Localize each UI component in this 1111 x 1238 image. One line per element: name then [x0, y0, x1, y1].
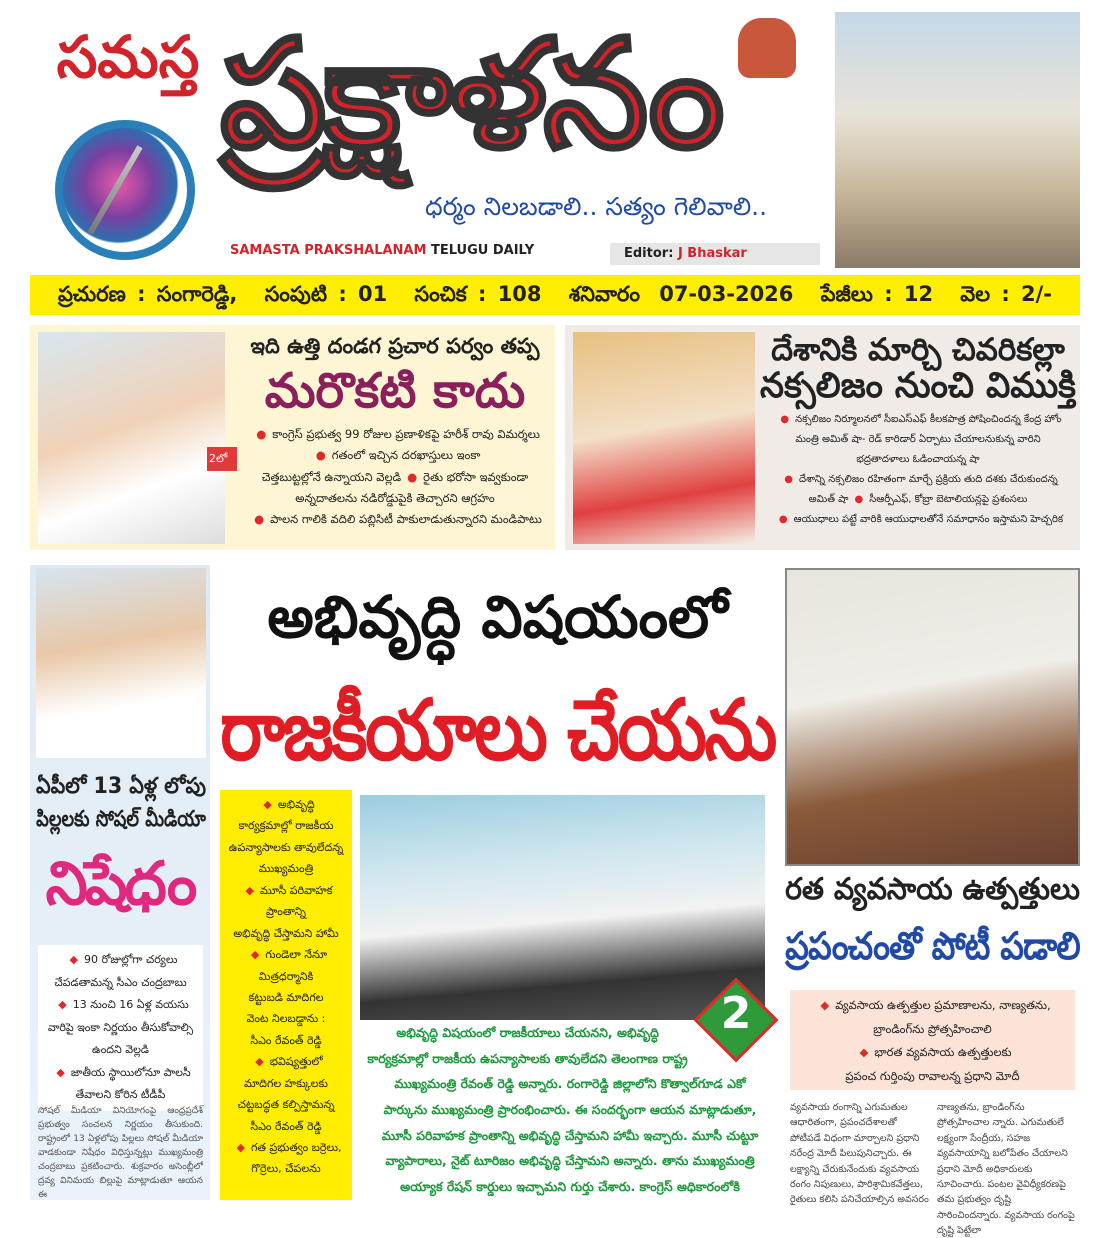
kicker: ఇది ఉత్తి దండగ ప్రచార పర్వం తప్ప: [250, 334, 540, 358]
harish-rao-photo: [38, 332, 225, 544]
editor-name: J Bhaskar: [677, 246, 747, 261]
bullet: చెత్తబుట్టల్లోనే ఉన్నాయని వెల్లడి: [261, 469, 402, 484]
bullet: సీఎం రేవంత్ రెడ్డి: [250, 1033, 322, 1047]
bullet: కట్టుబడి మాదిగల: [248, 990, 324, 1004]
bullet: తేవాలని కోరిన టీడీపీ: [75, 1088, 166, 1102]
bullet: ప్రాంతాన్ని: [266, 905, 306, 919]
bullet: అమిత్ షా: [808, 493, 849, 505]
modi-headline-2[interactable]: ప్రపంచంతో పోటీ పడాలి: [785, 924, 1080, 968]
body-line: పార్కును ముఖ్యమంత్రి ప్రారంభించారు. ఈ సందర్భంగా ఆయన మాట్లాడుతూ,: [383, 1101, 757, 1117]
price: వెల : 2/-: [960, 282, 1052, 306]
bullet: సీఎం రేవంత్ రెడ్డి: [250, 1119, 322, 1133]
body-line: మూసీ పరివాహక ప్రాంతాన్ని అభివృద్ధి చేస్తామని హామీ ఇచ్చారు. మూసీ చుట్టూ: [381, 1127, 759, 1143]
bullet: ఉందని వెల్లడి: [91, 1043, 150, 1057]
bullet: వ్యవసాయ ఉత్పత్తుల ప్రమాణాలను, నాణ్యతను,: [835, 998, 1051, 1012]
editor-label: Editor:: [624, 246, 674, 261]
bullet: భద్రతాదళాలు ఓడించాయన్న షా: [856, 453, 980, 465]
body-line: వ్యాపారాలు, నైట్ టూరిజం అభివృద్ధి చేస్తామని అన్నారు. తాను ముఖ్యమంత్రి: [385, 1153, 755, 1169]
chandrababu-photo: [36, 568, 206, 758]
headline: మరొకటి కాదు: [264, 363, 526, 420]
story-body: సోషల్ మీడియా వినియోగంపై ఆంధ్రప్రదేశ్ ప్రభుత్వం సంచలన నిర్ణయం తీసుకుంది. రాష్ట్రంలో 13 ఏళ్లలోపు పిల్లలు సోషల్ మీడియా వాడకుండా నిషేధం విధిస్తున్నట్లు ముఖ్యమంత్రి చంద్రబాబు ప్రకటించారు. శుక్రవారం అసెంబ్లీలో ద్రవ్య వినిమయ బిల్లుపై మాట్లాడుతూ ఆయన ఈ: [38, 1106, 203, 1200]
story-harish-text: [240, 332, 550, 531]
bullets: ◆ 90 రోజుల్లోగా చర్యలు చేపడతామన్న సీఎం చంద్రబాబు ◆ 13 నుంచి 16 ఏళ్ల వయసు వారిపై ఇంకా నిర్ణయం తీసుకోవాల్సి ఉందని వెల్లడి ◆ జాతీయ స్థాయిలోనూ పాలసీ తేవాలని కోరిన టీడీపీ: [38, 945, 203, 1111]
bullet: బ్రాండింగ్‌ను ప్రోత్సహించాలి: [873, 1021, 992, 1036]
lead-bullets: ◆ అభివృద్ధి కార్యక్రమాల్లో రాజకీయ ఉపన్యాసాలకు తావులేదన్న ముఖ్యమంత్రి ◆ మూసీ పరివాహక ప్రాంతాన్ని అభివృద్ధి చేస్తామని హామీ ◆ గుండెలా నేనూ మిత్రధర్మానికి కట్టుబడి మాదిగల వెంట నిలబడ్డాను : సీఎం రేవంత్ రెడ్డి ◆ భవిష్యత్తులో మాదిగల హక్కులకు చట్టబద్ధత కల్పిస్తామన్న సీఎం రేవంత్ రెడ్డి ◆ గత ప్రభుత్వం బర్రెలు, గొర్రెలు, చేపలను: [220, 790, 352, 1200]
bullets: ● నక్సలిజం నిర్మూలనలో సీఐఎస్ఎఫ్ కీలకపాత్ర పోషించిందన్న కేంద్ర హోం మంత్రి అమిత్ షా- రెడ్ కారిడార్ ఏర్పాటు చేయాలనుకున్న వారిని భద్రతాదళాలు ఓడించాయన్న షా ● దేశాన్ని నక్సలిజం రహితంగా మార్చే ప్రక్రియ తుది దశకు చేరుకుందన్న అమిత్ షా ● సీఆర్పీఎఫ్, కోబ్రా బెటాలియన్లపై ప్రశంసలు ● ఆయుధాలు పట్టే వారికి ఆయుధాలతోనే సమాధానం ఇస్తామని హెచ్చరిక: [778, 413, 1064, 525]
issue-number: సంచిక : 108: [414, 282, 542, 306]
body-line: అయ్యాక రేషన్ కార్డులు ఇచ్చామని గుర్తు చేశారు. కాంగ్రెస్ అధికారంలోకి: [400, 1178, 740, 1194]
page-ref-tag[interactable]: 2లో: [207, 447, 237, 471]
bullet: అన్నదాతలను నడిరోడ్డుపైకి తెచ్చారని ఆగ్రహం: [295, 490, 495, 505]
page-ref-number[interactable]: 2: [720, 988, 752, 1039]
bullet: నక్సలిజం నిర్మూలనలో సీఐఎస్ఎఫ్ కీలకపాత్ర పోషించిందన్న కేంద్ర హోం: [795, 413, 1062, 425]
bullet: మూసీ పరివాహక: [259, 883, 333, 897]
headline-2: పిల్లలకు సోషల్ మీడియా: [36, 807, 206, 832]
modi-headline-1[interactable]: రత వ్యవసాయ ఉత్పత్తులు: [785, 872, 1080, 907]
bullet: చేపడతామన్న సీఎం చంద్రబాబు: [54, 975, 187, 989]
weekday: శనివారం: [568, 282, 640, 306]
english-name: [230, 243, 534, 258]
masthead-prefix: సమస్త: [56, 23, 200, 91]
modi-body-col2: నాణ్యతను, బ్రాండింగ్‌ను ప్రోత్సహించాల న్నారు. ఎగుమతులే లక్ష్యంగా సేంద్రీయ, సహజ వ్యవసాయాన్ని బలోపేతం చేయాలని ప్రధాని మోదీ అధికారులకు సూచించారు. పంటల వైవిధ్యీకరణపై తమ ప్రభుత్వం దృష్టి సారించిందన్నారు. వ్యవసాయ రంగంపై దృష్టి పెట్టేలా: [937, 1102, 1075, 1236]
editor-box: [610, 243, 820, 265]
bullet: సీఆర్పీఎఫ్, కోబ్రా బెటాలియన్లపై ప్రశంసలు: [869, 493, 1028, 505]
modi-bullets: ◆ వ్యవసాయ ఉత్పత్తుల ప్రమాణాలను, నాణ్యతను, బ్రాండింగ్‌ను ప్రోత్సహించాలి ◆ భారత వ్యవసాయ ఉత్పత్తులకు ప్రపంచ గుర్తింపు రావాలన్న ప్రధాని మోదీ: [790, 990, 1075, 1090]
lead-headline-2[interactable]: రాజకీయాలు చేయను: [220, 681, 775, 779]
modi-body-col1: వ్యవసాయ రంగాన్ని ఎగుమతుల ఆధారితంగా, ప్రపంచదేశాలతో పోటీపడే విధంగా మార్చాలని ప్రధాని నరేంద్ర మోదీ పిలుపునిచ్చారు. ఈ లక్ష్యాన్ని చేరుకునేందుకు వ్యవసాయ రంగం నిపుణులు, పారిశ్రామికవేత్తలు, రైతులు కలిసి పనిచేయాల్సిన అవసరం: [790, 1102, 929, 1206]
english-name-suffix: TELUGU DAILY: [430, 243, 535, 258]
bullet: వారిపై ఇంకా నిర్ణయం తీసుకోవాల్సి: [47, 1020, 194, 1034]
modi-photo: [785, 568, 1080, 866]
headline-1: ఏపీలో 13 ఏళ్ల లోపు: [36, 774, 206, 799]
bullet: జాతీయ స్థాయిలోనూ పాలసీ: [70, 1065, 191, 1079]
bullet: కాంగ్రెస్ ప్రభుత్వ 99 రోజుల ప్రణాళికపై హరీశ్ రావు విమర్శలు: [272, 427, 540, 442]
lead-headline-1[interactable]: అభివృద్ధి విషయంలో: [267, 583, 728, 651]
bullet: అభివృద్ధి చేస్తామని హామీ: [233, 926, 339, 940]
issue-date: 07-03-2026: [659, 282, 794, 306]
bullets: ● కాంగ్రెస్ ప్రభుత్వ 99 రోజుల ప్రణాళికపై హరీశ్ రావు విమర్శలు ● గతంలో ఇచ్చిన దరఖాస్తులు ఇంకా చెత్తబుట్టల్లోనే ఉన్నాయని వెల్లడి ● రైతు భరోసా ఇవ్వకుండా అన్నదాతలను నడిరోడ్డుపైకి తెచ్చారని ఆగ్రహం ● పాలన గాలికి వదిలి పబ్లిసిటీ పాకులాడుతున్నారని మండిపాటు: [254, 427, 542, 527]
revanth-reddy-event-photo: [360, 795, 765, 1020]
bullet: మంత్రి అమిత్ షా- రెడ్ కారిడార్ ఏర్పాటు చేయాలనుకున్న వారిని: [795, 433, 1041, 445]
body-line: కార్యక్రమాల్లో రాజకీయ ఉపన్యాసాలకు తావులేదని తెలంగాణ రాష్ట్ర: [367, 1050, 688, 1066]
bullet: కార్యక్రమాల్లో రాజకీయ: [238, 819, 334, 833]
body-line: ముఖ్యమంత్రి రేవంత్ రెడ్డి అన్నారు. రంగారెడ్డి జిల్లాలోని కొత్వాల్‌గూడ ఎకో: [394, 1076, 746, 1092]
headline-1: దేశానికి మార్చి చివరికల్లా: [771, 332, 1065, 368]
bullet: ఆయుధాలు పట్టే వారికి ఆయుధాలతోనే సమాధానం ఇస్తామని హెచ్చరిక: [793, 513, 1064, 525]
bullet: వెంట నిలబడ్డాను :: [246, 1012, 326, 1026]
headline-2: నక్సలిజం నుంచి విముక్తి: [760, 366, 1076, 407]
phoenix-pen-logo-icon: [55, 120, 195, 260]
lead-body: [365, 1020, 775, 1199]
raised-fist-icon: [738, 18, 796, 78]
bullet: గొర్రెలు, చేపలను: [251, 1162, 321, 1176]
bullet: గత ప్రభుత్వం బర్రెలు,: [250, 1141, 342, 1154]
story-ap-headline: [36, 770, 206, 836]
bullet: 90 రోజుల్లోగా చర్యలు: [84, 953, 178, 966]
volume: సంపుటి : 01: [264, 282, 388, 306]
issue-info-text: [58, 282, 1068, 307]
amit-shah-photo: [573, 332, 755, 544]
headline-big: నిషేధం: [45, 849, 195, 919]
bullet: మాదిగల హక్కులకు: [244, 1076, 328, 1090]
bullet: 13 నుంచి 16 ఏళ్ల వయసు: [72, 998, 189, 1012]
bullet: భవిష్యత్తులో: [269, 1055, 323, 1069]
tagline: ధర్మం నిలబడాలి.. సత్యం గెలివాలి..: [425, 192, 768, 221]
charminar-photo: [835, 12, 1080, 268]
english-name-main: SAMASTA PRAKSHALANAM: [230, 243, 427, 258]
bullet: ప్రపంచ గుర్తింపు రావాలన్న ప్రధాని మోదీ: [845, 1068, 1020, 1083]
bullet: ముఖ్యమంత్రి: [258, 862, 314, 876]
bullet: మిత్రధర్మానికి: [258, 969, 314, 983]
bullet: అభివృద్ధి: [277, 798, 315, 811]
page-count: పేజీలు : 12: [820, 282, 934, 306]
story-shah-text: [760, 333, 1076, 530]
bullet: భారత వ్యవసాయ ఉత్పత్తులకు: [874, 1045, 1012, 1060]
bullet: పాలన గాలికి వదిలి పబ్లిసిటీ పాకులాడుతున్నారని మండిపాటు: [270, 512, 542, 527]
body-line: అభివృద్ధి విషయంలో రాజకీయాలు చేయనని, అభివృద్ధి: [396, 1025, 659, 1040]
bullet: ఉపన్యాసాలకు తావులేదన్న: [228, 840, 344, 854]
newspaper-title: ప్రక్షాళనం: [220, 8, 721, 182]
bullet: గుండెలా నేనూ: [265, 948, 328, 962]
bullet: గతంలో ఇచ్చిన దరఖాస్తులు ఇంకా: [331, 448, 481, 463]
bullet: చట్టబద్ధత కల్పిస్తామన్న: [237, 1098, 335, 1112]
bullet: రైతు భరోసా ఇవ్వకుండా: [423, 469, 529, 484]
bullet: దేశాన్ని నక్సలిజం రహితంగా మార్చే ప్రక్రియ తుది దశకు చేరుకుందన్న: [799, 473, 1058, 485]
publication-place: ప్రచురణ : సంగారెడ్డి,: [58, 282, 238, 306]
